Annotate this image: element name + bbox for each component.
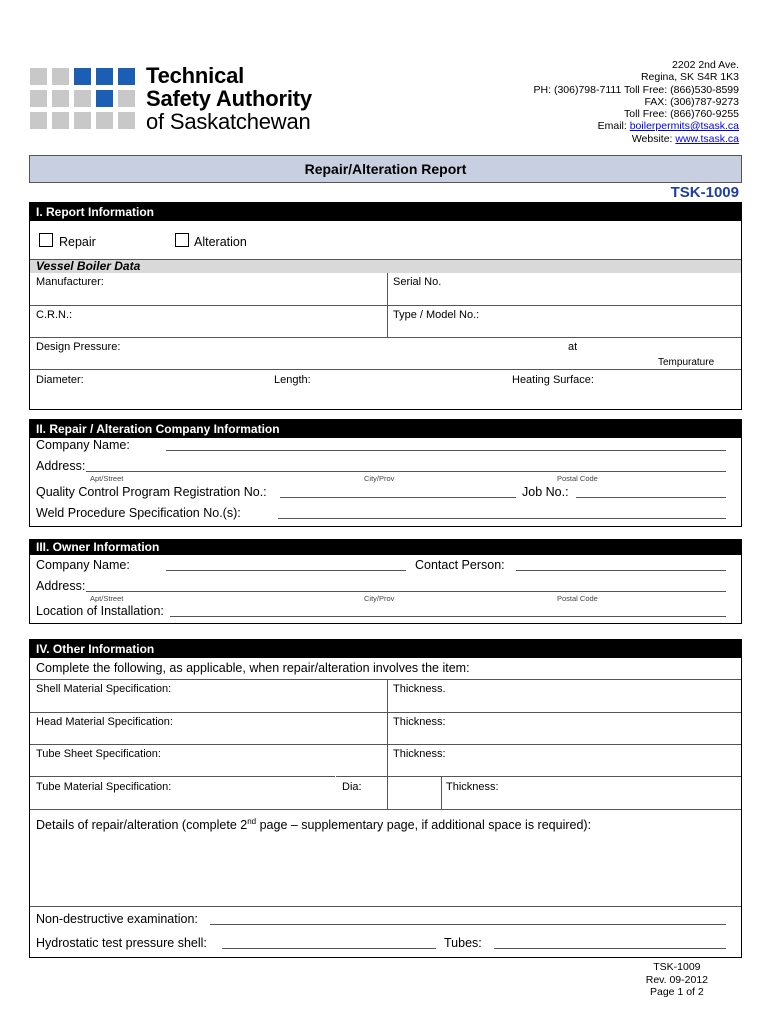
logo-line-2: Safety Authority <box>146 86 312 111</box>
details-text-rest: page – supplementary page, if additional space is required): <box>256 818 592 833</box>
head-material-label: Head Material Specification: <box>36 716 173 728</box>
tsa-logo-mark <box>30 68 134 132</box>
section-report-information <box>29 202 742 410</box>
divider <box>441 776 442 809</box>
location-field[interactable] <box>170 603 726 617</box>
owner-company-name-label: Company Name: <box>36 558 130 572</box>
ndt-field[interactable] <box>210 911 726 925</box>
address-label: Address: <box>36 459 86 473</box>
other-info-intro: Complete the following, as applicable, when repair/alteration involves the item: <box>36 661 470 675</box>
qc-program-field[interactable] <box>280 484 516 498</box>
at-label: at <box>568 341 578 353</box>
hydro-shell-label: Hydrostatic test pressure shell: <box>36 936 207 950</box>
weld-procedure-field[interactable] <box>278 505 726 519</box>
divider <box>30 776 741 777</box>
tsa-logo-text <box>146 65 312 134</box>
qc-program-label: Quality Control Program Registration No.: <box>36 485 267 499</box>
vessel-boiler-heading: Vessel Boiler Data <box>36 259 141 273</box>
apt-street-caption: Apt/Street <box>90 474 124 483</box>
website-link[interactable]: www.tsask.ca <box>675 132 739 145</box>
email-line <box>534 120 739 132</box>
company-name-label: Company Name: <box>36 438 130 452</box>
divider <box>30 744 741 745</box>
tubes-field[interactable] <box>494 935 726 949</box>
dia-label: Dia: <box>342 781 362 793</box>
repair-checkbox[interactable] <box>39 233 53 247</box>
design-pressure-label: Design Pressure: <box>36 341 121 353</box>
section-1-heading: I. Report Information <box>30 203 741 221</box>
city-prov-caption: City/Prov <box>364 594 395 603</box>
logo-line-3: of Saskatchewan <box>146 109 311 134</box>
page-footer <box>646 961 708 999</box>
heating-surface-label: Heating Surface: <box>512 374 594 386</box>
section-4-heading: IV. Other Information <box>30 640 741 658</box>
divider <box>30 369 741 370</box>
footer-form-number: TSK-1009 <box>653 961 701 973</box>
footer-revision: Rev. 09-2012 <box>645 973 708 986</box>
repair-label: Repair <box>59 235 96 249</box>
hydro-shell-field[interactable] <box>222 935 436 949</box>
website-label: Website: <box>631 132 676 145</box>
owner-address-field[interactable] <box>86 578 726 592</box>
form-title: Repair/Alteration Report <box>29 155 742 183</box>
tubes-label: Tubes: <box>444 936 482 950</box>
tube-material-label: Tube Material Specification: <box>36 781 172 793</box>
weld-procedure-label: Weld Procedure Specification No.(s): <box>36 506 241 520</box>
details-text: Details of repair/alteration (complete 2 <box>36 818 248 833</box>
address-field[interactable] <box>86 458 726 472</box>
crn-label: C.R.N.: <box>36 309 73 321</box>
tube-sheet-label: Tube Sheet Specification: <box>36 748 161 760</box>
manufacturer-label: Manufacturer: <box>36 276 104 288</box>
owner-company-name-field[interactable] <box>166 557 406 571</box>
divider <box>30 906 741 907</box>
postal-code-caption: Postal Code <box>557 474 598 483</box>
section-other-information <box>29 639 742 958</box>
tube-sheet-thickness-label: Thickness: <box>393 748 446 760</box>
details-label <box>36 817 591 832</box>
details-superscript: nd <box>247 817 257 826</box>
company-name-field[interactable] <box>166 437 726 451</box>
website-line <box>534 133 739 145</box>
divider <box>30 305 741 306</box>
section-company-information <box>29 419 742 527</box>
shell-thickness-label: Thickness. <box>393 683 446 695</box>
job-no-label: Job No.: <box>522 485 569 499</box>
type-model-label: Type / Model No.: <box>393 309 480 321</box>
diameter-label: Diameter: <box>36 374 84 386</box>
phone-line: PH: (306)798-7111 Toll Free: (866)530-8599 <box>533 83 739 96</box>
section-owner-information <box>29 539 742 624</box>
section-2-heading: II. Repair / Alteration Company Information <box>30 420 741 438</box>
head-thickness-label: Thickness: <box>393 716 446 728</box>
length-label: Length: <box>274 374 311 386</box>
alteration-label: Alteration <box>194 235 247 249</box>
apt-street-caption: Apt/Street <box>90 594 124 603</box>
temperature-label: Tempurature <box>658 357 715 368</box>
contact-person-field[interactable] <box>516 557 726 571</box>
tollfree-line: Toll Free: (866)760-9255 <box>624 108 739 121</box>
section-3-heading: III. Owner Information <box>30 540 741 555</box>
ndt-label: Non-destructive examination: <box>36 912 198 926</box>
email-link[interactable]: boilerpermits@tsask.ca <box>629 120 739 133</box>
city-prov-caption: City/Prov <box>364 474 395 483</box>
footer-page-number: Page 1 of 2 <box>650 986 704 998</box>
shell-material-label: Shell Material Specification: <box>36 683 172 695</box>
form-number: TSK-1009 <box>670 184 739 201</box>
postal-code-caption: Postal Code <box>557 594 598 603</box>
tube-thickness-label: Thickness: <box>446 781 499 793</box>
logo-line-1: Technical <box>146 63 245 88</box>
address-line-2: Regina, SK S4R 1K3 <box>640 71 739 84</box>
location-label: Location of Installation: <box>36 604 164 618</box>
divider <box>30 679 741 680</box>
divider <box>30 809 741 810</box>
fax-line: FAX: (306)787-9273 <box>644 95 739 108</box>
divider <box>30 337 741 338</box>
email-label: Email: <box>597 120 630 133</box>
contact-block <box>534 59 739 145</box>
divider <box>335 776 336 809</box>
serial-label: Serial No. <box>393 276 442 288</box>
job-no-field[interactable] <box>576 484 726 498</box>
contact-person-label: Contact Person: <box>415 558 505 572</box>
details-textarea[interactable] <box>36 835 735 905</box>
alteration-checkbox[interactable] <box>175 233 189 247</box>
address-line-1: 2202 2nd Ave. <box>672 59 739 71</box>
owner-address-label: Address: <box>36 579 86 593</box>
divider <box>30 712 741 713</box>
